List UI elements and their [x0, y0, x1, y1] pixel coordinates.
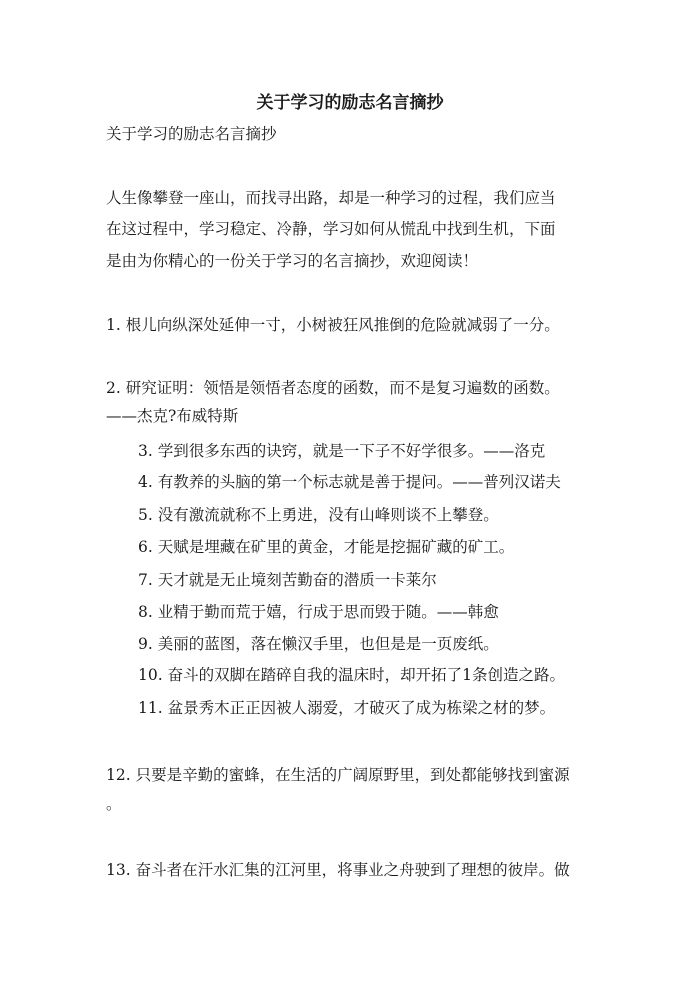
- quote-item-8: 8. 业精于勤而荒于嬉，行成于思而毁于随。——韩愈: [138, 603, 499, 621]
- quote-item-4: 4. 有教养的头脑的第一个标志就是善于提问。——普列汉诺夫: [138, 473, 561, 491]
- quote-item-12: 12. 只要是辛勤的蜜蜂，在生活的广阔原野里，到处都能够找到蜜源: [106, 766, 570, 784]
- quote-item-6: 6. 天赋是埋藏在矿里的黄金，才能是挖掘矿藏的矿工。: [138, 538, 515, 556]
- quote-item-5: 5. 没有激流就称不上勇进，没有山峰则谈不上攀登。: [138, 506, 499, 524]
- intro-line: 在这过程中，学习稳定、冷静，学习如何从慌乱中找到生机，下面: [106, 220, 556, 238]
- quote-item-12-cont: 。: [106, 795, 122, 813]
- quote-item-11: 11. 盆景秀木正正因被人溺爱，才破灭了成为栋梁之材的梦。: [138, 699, 556, 717]
- document-title: 关于学习的励志名言摘抄: [256, 93, 444, 113]
- quote-item-2-author: ——杰克?布威特斯: [106, 407, 239, 425]
- quote-item-13: 13. 奋斗者在汗水汇集的江河里，将事业之舟驶到了理想的彼岸。做: [106, 861, 570, 879]
- quote-item-7: 7. 天才就是无止境刻苦勤奋的潜质一卡莱尔: [138, 571, 437, 589]
- quote-item-10: 10. 奋斗的双脚在踏碎自我的温床时，却开拓了1条创造之路。: [138, 666, 565, 684]
- quote-item-3: 3. 学到很多东西的诀窍，就是一下子不好学很多。——洛克: [138, 442, 546, 460]
- intro-line: 是由为你精心的一份关于学习的名言摘抄，欢迎阅读！: [106, 252, 479, 270]
- quote-item-9: 9. 美丽的蓝图，落在懒汉手里，也但是是一页废纸。: [138, 635, 499, 653]
- intro-line: 人生像攀登一座山，而找寻出路，却是一种学习的过程，我们应当: [106, 189, 556, 207]
- quote-item-1: 1. 根儿向纵深处延伸一寸，小树被狂风推倒的危险就减弱了一分。: [106, 316, 560, 334]
- quote-item-2: 2. 研究证明：领悟是领悟者态度的函数，而不是复习遍数的函数。: [106, 379, 560, 397]
- document-subtitle: 关于学习的励志名言摘抄: [106, 125, 277, 143]
